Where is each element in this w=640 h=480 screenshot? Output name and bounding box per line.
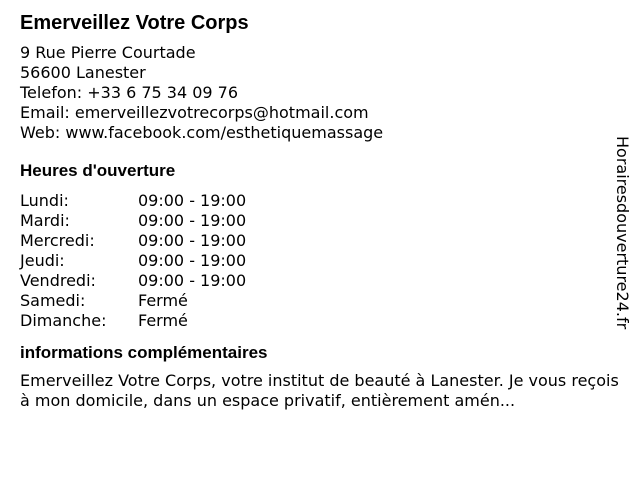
hours-row-tuesday xyxy=(20,211,620,231)
business-name: Emerveillez Votre Corps xyxy=(20,12,249,34)
hours-time: Fermé xyxy=(138,311,188,330)
hours-day: Jeudi: xyxy=(20,251,65,270)
hours-day: Samedi: xyxy=(20,291,86,310)
additional-info-heading: informations complémentaires xyxy=(20,343,268,362)
hours-row-thursday xyxy=(20,251,620,271)
hours-day: Mercredi: xyxy=(20,231,95,250)
opening-hours-heading: Heures d'ouverture xyxy=(20,161,176,180)
email-address[interactable]: Email: emerveillezvotrecorps@hotmail.com xyxy=(20,103,369,122)
hours-day: Lundi: xyxy=(20,191,69,210)
hours-time: 09:00 - 19:00 xyxy=(138,271,247,290)
phone-number[interactable]: Telefon: +33 6 75 34 09 76 xyxy=(20,83,239,102)
business-card xyxy=(20,10,620,411)
brand-watermark-text: Horairesdouverture24.fr xyxy=(613,136,632,330)
address-street: 9 Rue Pierre Courtade xyxy=(20,43,196,62)
address-city: 56600 Lanester xyxy=(20,63,146,82)
opening-hours-table xyxy=(20,191,620,331)
hours-time: 09:00 - 19:00 xyxy=(138,191,247,210)
hours-time: 09:00 - 19:00 xyxy=(138,211,247,230)
hours-time: 09:00 - 19:00 xyxy=(138,231,247,250)
business-description: Emerveillez Votre Corps, votre institut de beauté à Lanester. Je vous reçois à mon domicile, dans un espace privatif, entièrement amén... xyxy=(20,371,619,410)
hours-row-friday xyxy=(20,271,620,291)
hours-row-sunday xyxy=(20,311,620,331)
hours-row-monday xyxy=(20,191,620,211)
hours-time: 09:00 - 19:00 xyxy=(138,251,247,270)
website-link[interactable]: Web: www.facebook.com/esthetiquemassage xyxy=(20,123,384,142)
hours-day: Dimanche: xyxy=(20,311,107,330)
hours-day: Mardi: xyxy=(20,211,70,230)
hours-time: Fermé xyxy=(138,291,188,310)
hours-day: Vendredi: xyxy=(20,271,96,290)
brand-watermark xyxy=(612,136,632,346)
hours-row-saturday xyxy=(20,291,620,311)
hours-row-wednesday xyxy=(20,231,620,251)
